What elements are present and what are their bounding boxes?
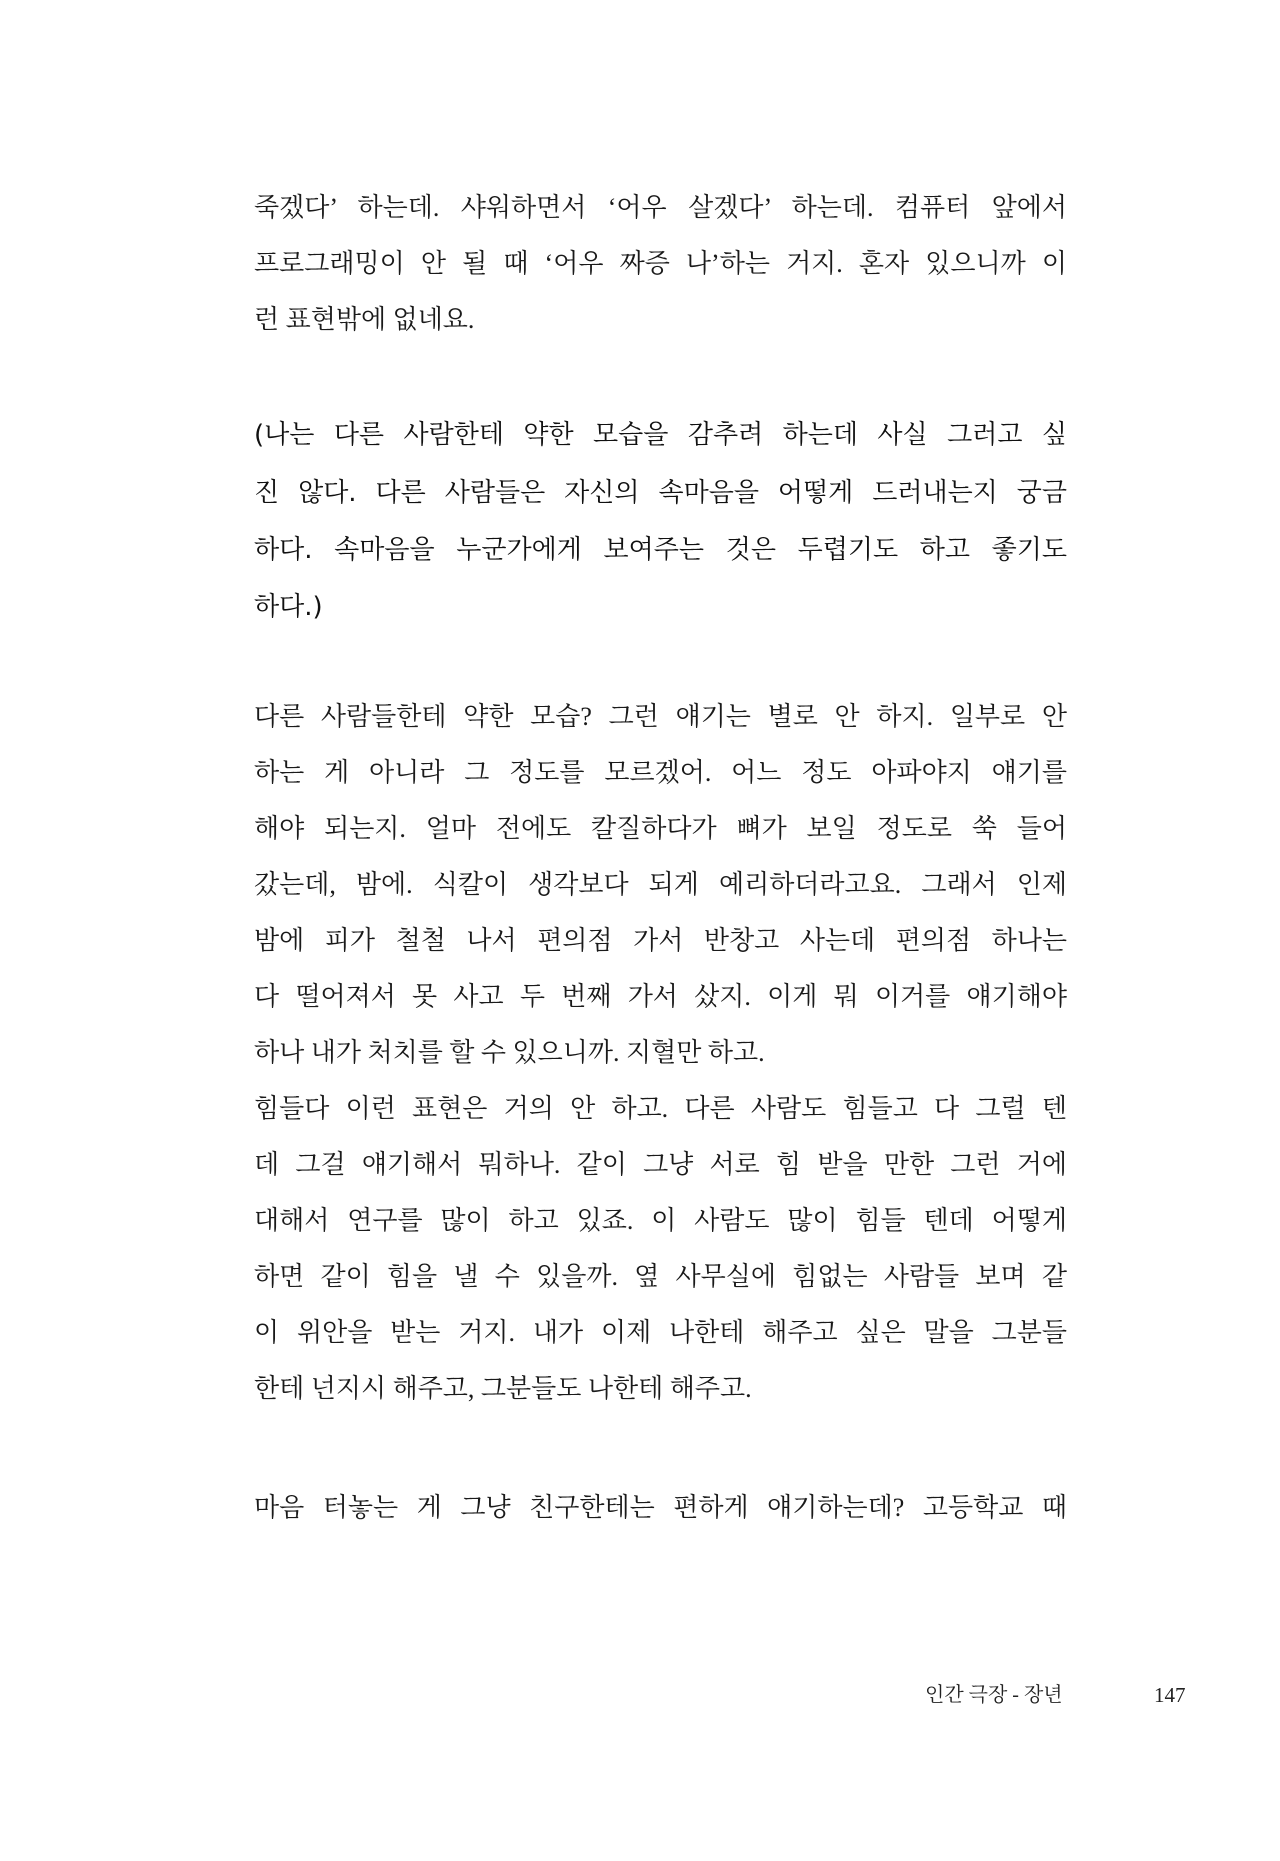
text-line: 해야 되는지. 얼마 전에도 칼질하다가 뼈가 보일 정도로 쑥 들어 [254,814,1067,843]
text-line: 갔는데, 밤에. 식칼이 생각보다 되게 예리하더라고요. 그래서 인제 [254,870,1067,899]
text-line: 런 표현밖에 없네요. [254,305,475,334]
text-line: 데 그걸 얘기해서 뭐하나. 같이 그냥 서로 힘 받을 만한 그런 거에 [254,1150,1067,1179]
text-line: 죽겠다’ 하는데. 샤워하면서 ‘어우 살겠다’ 하는데. 컴퓨터 앞에서 [254,193,1067,222]
text-line: 대해서 연구를 많이 하고 있죠. 이 사람도 많이 힘들 텐데 어떻게 [254,1206,1067,1235]
text-line: 한테 넌지시 해주고, 그분들도 나한테 해주고. [254,1374,752,1403]
text-line: 하다. 속마음을 누군가에게 보여주는 것은 두렵기도 하고 좋기도 [254,535,1067,565]
text-line: 이 위안을 받는 거지. 내가 이제 나한테 해주고 싶은 말을 그분들 [254,1318,1067,1347]
text-line: 프로그래밍이 안 될 때 ‘어우 짜증 나’하는 거지. 혼자 있으니까 이 [254,249,1067,278]
text-line: 밤에 피가 철철 나서 편의점 가서 반창고 사는데 편의점 하나는 [254,926,1067,955]
text-line: 힘들다 이런 표현은 거의 안 하고. 다른 사람도 힘들고 다 그럴 텐 [254,1094,1067,1123]
text-line: 다른 사람들한테 약한 모습? 그런 얘기는 별로 안 하지. 일부로 안 [254,702,1067,731]
text-line: (나는 다른 사람한테 약한 모습을 감추려 하는데 사실 그러고 싶 [254,420,1067,450]
page-number: 147 [1154,1683,1186,1707]
text-line: 다 떨어져서 못 사고 두 번째 가서 샀지. 이게 뭐 이거를 얘기해야 [254,982,1067,1011]
text-line: 마음 터놓는 게 그냥 친구한테는 편하게 얘기하는데? 고등학교 때 [254,1493,1067,1522]
running-title: 인간 극장 - 장년 [925,1684,1063,1706]
text-line: 진 않다. 다른 사람들은 자신의 속마음을 어떻게 드러내는지 궁금 [254,478,1067,508]
text-line: 하는 게 아니라 그 정도를 모르겠어. 어느 정도 아파야지 얘기를 [254,758,1067,787]
text-line: 하면 같이 힘을 낼 수 있을까. 옆 사무실에 힘없는 사람들 보며 같 [254,1262,1067,1291]
text-line: 하다.) [254,592,323,622]
text-line: 하나 내가 처치를 할 수 있으니까. 지혈만 하고. [254,1038,765,1067]
